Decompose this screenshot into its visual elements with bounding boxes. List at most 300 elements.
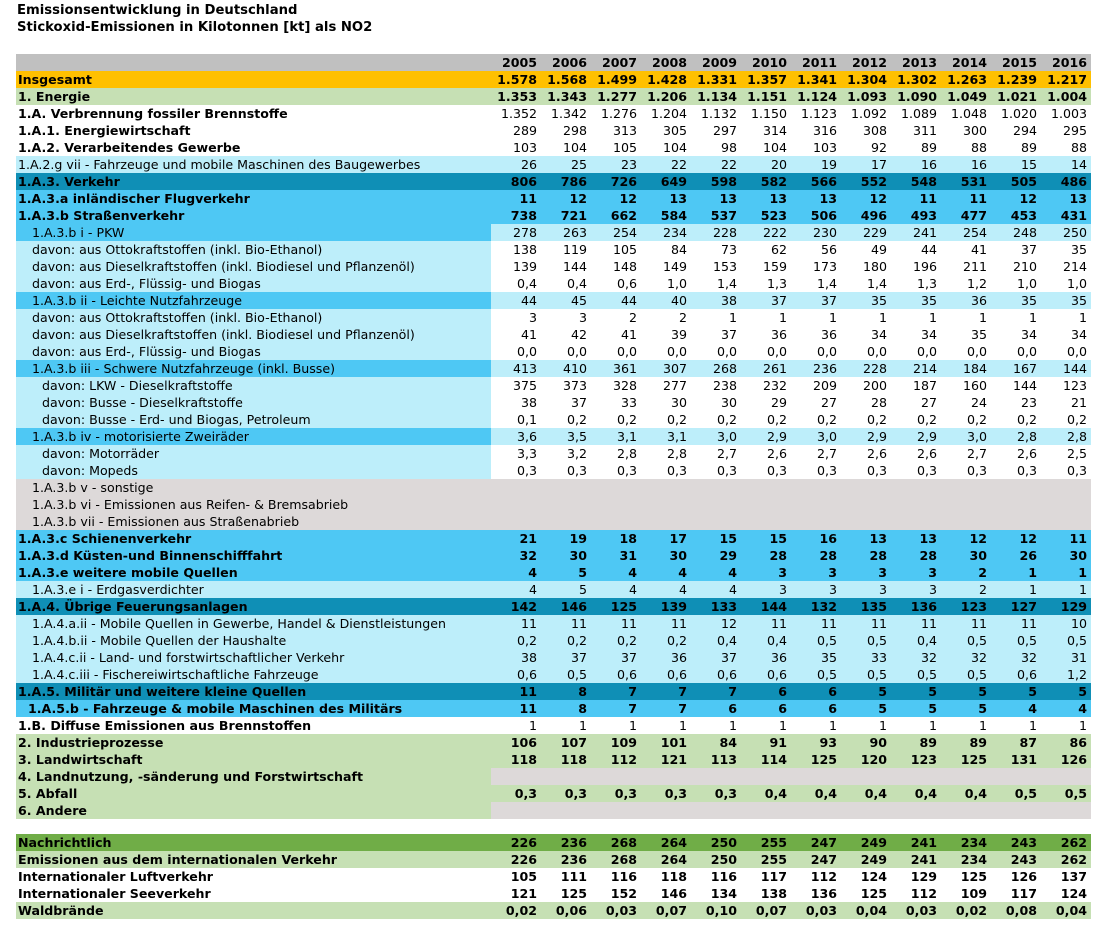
value-cell: 566 xyxy=(791,173,841,190)
table-row xyxy=(16,885,1091,902)
value-cell: 2,9 xyxy=(741,428,791,445)
value-cell: 37 xyxy=(691,326,741,343)
row-label: Emissionen aus dem internationalen Verkehr xyxy=(16,851,491,868)
value-cell: 2,9 xyxy=(841,428,891,445)
value-cell: 123 xyxy=(941,598,991,615)
value-cell: 3,0 xyxy=(941,428,991,445)
row-label: 1.A.3.a inländischer Flugverkehr xyxy=(16,190,491,207)
value-cell: 28 xyxy=(891,547,941,564)
row-label: 6. Andere xyxy=(16,802,491,819)
value-cell: 0,2 xyxy=(491,632,541,649)
value-cell xyxy=(991,802,1041,819)
value-cell: 2,8 xyxy=(641,445,691,462)
value-cell xyxy=(691,479,741,496)
table-row xyxy=(16,173,1091,190)
year-header-row xyxy=(16,54,1091,71)
value-cell: 0,02 xyxy=(941,902,991,919)
value-cell: 0,3 xyxy=(641,462,691,479)
value-cell: 0,5 xyxy=(941,666,991,683)
value-cell: 11 xyxy=(491,615,541,632)
row-label: 1.A.3.d Küsten-und Binnenschifffahrt xyxy=(16,547,491,564)
value-cell: 1.134 xyxy=(691,88,741,105)
value-cell: 6 xyxy=(741,683,791,700)
value-cell: 173 xyxy=(791,258,841,275)
value-cell: 1.206 xyxy=(641,88,691,105)
value-cell: 1 xyxy=(541,717,591,734)
table-row xyxy=(16,547,1091,564)
value-cell: 0,0 xyxy=(1041,343,1091,360)
row-label: 1.B. Diffuse Emissionen aus Brennstoffen xyxy=(16,717,491,734)
value-cell: 7 xyxy=(641,683,691,700)
value-cell xyxy=(941,802,991,819)
row-label: davon: LKW - Dieselkraftstoffe xyxy=(16,377,491,394)
row-label: 1.A.3.b vi - Emissionen aus Reifen- & Bremsabrieb xyxy=(16,496,491,513)
value-cell: 37 xyxy=(691,649,741,666)
value-cell: 0,02 xyxy=(491,902,541,919)
value-cell: 146 xyxy=(641,885,691,902)
value-cell: 210 xyxy=(991,258,1041,275)
value-cell xyxy=(991,768,1041,785)
value-cell: 297 xyxy=(691,122,741,139)
value-cell: 26 xyxy=(991,547,1041,564)
value-cell: 537 xyxy=(691,207,741,224)
value-cell: 1.093 xyxy=(841,88,891,105)
value-cell: 139 xyxy=(491,258,541,275)
value-cell: 125 xyxy=(941,868,991,885)
value-cell: 101 xyxy=(641,734,691,751)
value-cell: 16 xyxy=(941,156,991,173)
value-cell: 1,3 xyxy=(891,275,941,292)
value-cell: 104 xyxy=(641,139,691,156)
value-cell: 133 xyxy=(691,598,741,615)
value-cell: 1,4 xyxy=(691,275,741,292)
value-cell: 103 xyxy=(491,139,541,156)
value-cell: 232 xyxy=(741,377,791,394)
value-cell: 3 xyxy=(541,309,591,326)
value-cell: 1 xyxy=(1041,581,1091,598)
value-cell: 15 xyxy=(991,156,1041,173)
value-cell: 0,5 xyxy=(791,632,841,649)
value-cell: 0,4 xyxy=(891,632,941,649)
value-cell: 23 xyxy=(991,394,1041,411)
value-cell: 236 xyxy=(791,360,841,377)
value-cell: 0,4 xyxy=(841,785,891,802)
table-row xyxy=(16,902,1091,919)
value-cell: 123 xyxy=(1041,377,1091,394)
value-cell: 149 xyxy=(641,258,691,275)
table-row xyxy=(16,496,1091,513)
value-cell: 1 xyxy=(841,309,891,326)
value-cell: 311 xyxy=(891,122,941,139)
year-header-cell: 2013 xyxy=(891,54,941,71)
row-label: 1.A.3.b vii - Emissionen aus Straßenabrieb xyxy=(16,513,491,530)
value-cell: 0,6 xyxy=(691,666,741,683)
value-cell: 0,4 xyxy=(791,785,841,802)
value-cell: 214 xyxy=(891,360,941,377)
value-cell: 39 xyxy=(641,326,691,343)
value-cell: 0,2 xyxy=(541,411,591,428)
row-label: Internationaler Seeverkehr xyxy=(16,885,491,902)
year-header-cell: 2015 xyxy=(991,54,1041,71)
value-cell: 117 xyxy=(991,885,1041,902)
value-cell: 13 xyxy=(641,190,691,207)
value-cell: 582 xyxy=(741,173,791,190)
value-cell: 35 xyxy=(991,292,1041,309)
row-label: 1.A.3.b i - PKW xyxy=(16,224,491,241)
value-cell: 89 xyxy=(891,139,941,156)
value-cell: 255 xyxy=(741,851,791,868)
value-cell: 2 xyxy=(941,564,991,581)
value-cell: 17 xyxy=(641,530,691,547)
value-cell: 105 xyxy=(591,139,641,156)
value-cell: 268 xyxy=(591,834,641,851)
value-cell: 721 xyxy=(541,207,591,224)
value-cell: 2,7 xyxy=(691,445,741,462)
value-cell: 109 xyxy=(591,734,641,751)
table-row xyxy=(16,241,1091,258)
value-cell: 6 xyxy=(791,700,841,717)
value-cell: 2,8 xyxy=(591,445,641,462)
value-cell: 1,2 xyxy=(941,275,991,292)
value-cell: 88 xyxy=(941,139,991,156)
value-cell: 159 xyxy=(741,258,791,275)
value-cell: 144 xyxy=(991,377,1041,394)
value-cell: 1 xyxy=(891,717,941,734)
value-cell: 138 xyxy=(491,241,541,258)
value-cell xyxy=(1041,496,1091,513)
value-cell: 1.263 xyxy=(941,71,991,88)
value-cell xyxy=(1041,802,1091,819)
value-cell xyxy=(691,802,741,819)
value-cell xyxy=(941,513,991,530)
value-cell: 11 xyxy=(491,700,541,717)
emissions-table-body xyxy=(16,71,1091,919)
value-cell: 1.428 xyxy=(641,71,691,88)
value-cell: 0,5 xyxy=(1041,632,1091,649)
year-header-cell: 2005 xyxy=(491,54,541,71)
value-cell: 126 xyxy=(991,868,1041,885)
value-cell xyxy=(591,496,641,513)
value-cell: 1 xyxy=(491,717,541,734)
value-cell: 0,4 xyxy=(941,785,991,802)
row-label: 1. Energie xyxy=(16,88,491,105)
value-cell xyxy=(791,802,841,819)
value-cell: 0,3 xyxy=(691,785,741,802)
value-cell: 87 xyxy=(991,734,1041,751)
value-cell: 4 xyxy=(641,581,691,598)
value-cell: 241 xyxy=(891,851,941,868)
value-cell: 24 xyxy=(941,394,991,411)
value-cell: 142 xyxy=(491,598,541,615)
value-cell: 243 xyxy=(991,834,1041,851)
table-row xyxy=(16,428,1091,445)
value-cell: 298 xyxy=(541,122,591,139)
value-cell: 45 xyxy=(541,292,591,309)
value-cell: 4 xyxy=(591,564,641,581)
value-cell: 36 xyxy=(741,326,791,343)
value-cell: 21 xyxy=(1041,394,1091,411)
value-cell: 28 xyxy=(741,547,791,564)
value-cell: 328 xyxy=(591,377,641,394)
value-cell: 584 xyxy=(641,207,691,224)
value-cell: 2,7 xyxy=(791,445,841,462)
value-cell: 1.499 xyxy=(591,71,641,88)
value-cell: 477 xyxy=(941,207,991,224)
table-row xyxy=(16,139,1091,156)
value-cell xyxy=(841,479,891,496)
value-cell: 6 xyxy=(741,700,791,717)
value-cell xyxy=(491,802,541,819)
table-row xyxy=(16,258,1091,275)
value-cell: 36 xyxy=(941,292,991,309)
value-cell: 0,0 xyxy=(991,343,1041,360)
value-cell: 93 xyxy=(791,734,841,751)
table-row xyxy=(16,785,1091,802)
value-cell: 1.092 xyxy=(841,105,891,122)
value-cell: 453 xyxy=(991,207,1041,224)
value-cell: 15 xyxy=(741,530,791,547)
value-cell: 34 xyxy=(991,326,1041,343)
table-row xyxy=(16,224,1091,241)
table-row xyxy=(16,105,1091,122)
value-cell: 264 xyxy=(641,834,691,851)
value-cell: 5 xyxy=(841,683,891,700)
value-cell: 32 xyxy=(991,649,1041,666)
value-cell: 30 xyxy=(641,394,691,411)
value-cell: 116 xyxy=(691,868,741,885)
value-cell: 1 xyxy=(991,581,1041,598)
value-cell: 248 xyxy=(991,224,1041,241)
value-cell: 0,03 xyxy=(891,902,941,919)
value-cell: 0,2 xyxy=(641,411,691,428)
value-cell: 29 xyxy=(741,394,791,411)
table-row xyxy=(16,445,1091,462)
value-cell: 28 xyxy=(841,394,891,411)
value-cell xyxy=(741,802,791,819)
value-cell: 104 xyxy=(541,139,591,156)
value-cell: 493 xyxy=(891,207,941,224)
value-cell: 0,5 xyxy=(991,632,1041,649)
value-cell: 44 xyxy=(891,241,941,258)
row-label: davon: Busse - Erd- und Biogas, Petroleum xyxy=(16,411,491,428)
value-cell: 300 xyxy=(941,122,991,139)
value-cell: 1 xyxy=(991,309,1041,326)
value-cell: 16 xyxy=(891,156,941,173)
value-cell: 84 xyxy=(641,241,691,258)
value-cell: 3,0 xyxy=(691,428,741,445)
value-cell: 0,6 xyxy=(991,666,1041,683)
value-cell: 0,3 xyxy=(491,785,541,802)
value-cell: 1 xyxy=(991,564,1041,581)
value-cell: 34 xyxy=(891,326,941,343)
value-cell xyxy=(491,513,541,530)
value-cell xyxy=(741,479,791,496)
value-cell: 1,0 xyxy=(991,275,1041,292)
value-cell: 3,5 xyxy=(541,428,591,445)
value-cell: 1.123 xyxy=(791,105,841,122)
value-cell: 22 xyxy=(691,156,741,173)
table-row xyxy=(16,309,1091,326)
value-cell: 313 xyxy=(591,122,641,139)
value-cell: 35 xyxy=(841,292,891,309)
value-cell: 0,5 xyxy=(991,785,1041,802)
value-cell: 662 xyxy=(591,207,641,224)
value-cell: 13 xyxy=(691,190,741,207)
value-cell: 3,6 xyxy=(491,428,541,445)
value-cell: 0,08 xyxy=(991,902,1041,919)
value-cell: 0,4 xyxy=(691,632,741,649)
value-cell: 132 xyxy=(791,598,841,615)
value-cell: 552 xyxy=(841,173,891,190)
value-cell: 373 xyxy=(541,377,591,394)
value-cell: 31 xyxy=(591,547,641,564)
value-cell: 1.217 xyxy=(1041,71,1091,88)
value-cell: 6 xyxy=(691,700,741,717)
value-cell: 12 xyxy=(991,190,1041,207)
value-cell: 92 xyxy=(841,139,891,156)
value-cell: 200 xyxy=(841,377,891,394)
value-cell: 1 xyxy=(691,309,741,326)
value-cell: 11 xyxy=(741,615,791,632)
value-cell: 505 xyxy=(991,173,1041,190)
value-cell: 117 xyxy=(741,868,791,885)
value-cell: 136 xyxy=(891,598,941,615)
table-row xyxy=(16,649,1091,666)
row-label: 5. Abfall xyxy=(16,785,491,802)
value-cell: 12 xyxy=(541,190,591,207)
value-cell: 496 xyxy=(841,207,891,224)
value-cell: 107 xyxy=(541,734,591,751)
value-cell: 0,4 xyxy=(741,785,791,802)
value-cell: 11 xyxy=(991,615,1041,632)
value-cell: 0,3 xyxy=(591,785,641,802)
value-cell xyxy=(491,768,541,785)
value-cell: 4 xyxy=(991,700,1041,717)
table-row xyxy=(16,411,1091,428)
value-cell: 135 xyxy=(841,598,891,615)
value-cell: 0,4 xyxy=(491,275,541,292)
value-cell: 1,0 xyxy=(1041,275,1091,292)
value-cell xyxy=(541,479,591,496)
value-cell: 0,5 xyxy=(941,632,991,649)
value-cell xyxy=(991,496,1041,513)
value-cell: 2 xyxy=(941,581,991,598)
value-cell: 1.357 xyxy=(741,71,791,88)
value-cell: 3 xyxy=(741,581,791,598)
value-cell: 10 xyxy=(1041,615,1091,632)
value-cell: 1.090 xyxy=(891,88,941,105)
value-cell: 121 xyxy=(491,885,541,902)
value-cell: 33 xyxy=(591,394,641,411)
value-cell: 247 xyxy=(791,851,841,868)
value-cell: 109 xyxy=(941,885,991,902)
value-cell: 35 xyxy=(791,649,841,666)
value-cell: 1.341 xyxy=(791,71,841,88)
value-cell xyxy=(841,802,891,819)
value-cell: 44 xyxy=(591,292,641,309)
value-cell: 7 xyxy=(691,683,741,700)
value-cell: 105 xyxy=(491,868,541,885)
value-cell: 1,4 xyxy=(791,275,841,292)
value-cell: 120 xyxy=(841,751,891,768)
value-cell: 523 xyxy=(741,207,791,224)
value-cell: 278 xyxy=(491,224,541,241)
value-cell: 123 xyxy=(891,751,941,768)
value-cell: 20 xyxy=(741,156,791,173)
row-label: 1.A.3.b Straßenverkehr xyxy=(16,207,491,224)
value-cell: 37 xyxy=(541,394,591,411)
value-cell xyxy=(991,513,1041,530)
value-cell: 1.342 xyxy=(541,105,591,122)
value-cell: 0,2 xyxy=(541,632,591,649)
value-cell xyxy=(991,479,1041,496)
value-cell: 13 xyxy=(791,190,841,207)
value-cell: 1.089 xyxy=(891,105,941,122)
value-cell: 3 xyxy=(491,309,541,326)
value-cell: 4 xyxy=(691,581,741,598)
table-row xyxy=(16,700,1091,717)
value-cell xyxy=(641,479,691,496)
value-cell: 17 xyxy=(841,156,891,173)
row-label: 1.A.4.b.ii - Mobile Quellen der Haushalte xyxy=(16,632,491,649)
value-cell: 0,4 xyxy=(741,632,791,649)
row-label: 1.A.3. Verkehr xyxy=(16,173,491,190)
value-cell: 786 xyxy=(541,173,591,190)
row-label: 1.A.1. Energiewirtschaft xyxy=(16,122,491,139)
value-cell: 3 xyxy=(791,564,841,581)
value-cell: 35 xyxy=(941,326,991,343)
value-cell: 262 xyxy=(1041,851,1091,868)
value-cell: 3,0 xyxy=(791,428,841,445)
value-cell xyxy=(741,496,791,513)
value-cell: 0,0 xyxy=(591,343,641,360)
row-label: 2. Industrieprozesse xyxy=(16,734,491,751)
table-row xyxy=(16,734,1091,751)
value-cell xyxy=(591,768,641,785)
value-cell: 98 xyxy=(691,139,741,156)
value-cell xyxy=(741,513,791,530)
row-label: davon: aus Ottokraftstoffen (inkl. Bio-Ethanol) xyxy=(16,309,491,326)
value-cell: 2 xyxy=(591,309,641,326)
value-cell: 88 xyxy=(1041,139,1091,156)
value-cell xyxy=(741,768,791,785)
value-cell: 160 xyxy=(941,377,991,394)
value-cell: 16 xyxy=(791,530,841,547)
table-row xyxy=(16,868,1091,885)
value-cell: 114 xyxy=(741,751,791,768)
value-cell: 125 xyxy=(841,885,891,902)
value-cell: 11 xyxy=(841,615,891,632)
value-cell: 31 xyxy=(1041,649,1091,666)
value-cell: 32 xyxy=(491,547,541,564)
value-cell: 649 xyxy=(641,173,691,190)
table-row xyxy=(16,326,1091,343)
row-label: 1.A.5. Militär und weitere kleine Quellen xyxy=(16,683,491,700)
value-cell: 44 xyxy=(491,292,541,309)
value-cell: 0,6 xyxy=(591,666,641,683)
value-cell: 250 xyxy=(1041,224,1091,241)
value-cell: 36 xyxy=(791,326,841,343)
value-cell: 3 xyxy=(891,564,941,581)
value-cell xyxy=(891,496,941,513)
value-cell: 35 xyxy=(1041,292,1091,309)
value-cell: 241 xyxy=(891,224,941,241)
table-row xyxy=(16,598,1091,615)
value-cell: 11 xyxy=(1041,530,1091,547)
value-cell: 136 xyxy=(791,885,841,902)
value-cell xyxy=(891,479,941,496)
row-label: davon: aus Dieselkraftstoffen (inkl. Biodiesel und Pflanzenöl) xyxy=(16,326,491,343)
